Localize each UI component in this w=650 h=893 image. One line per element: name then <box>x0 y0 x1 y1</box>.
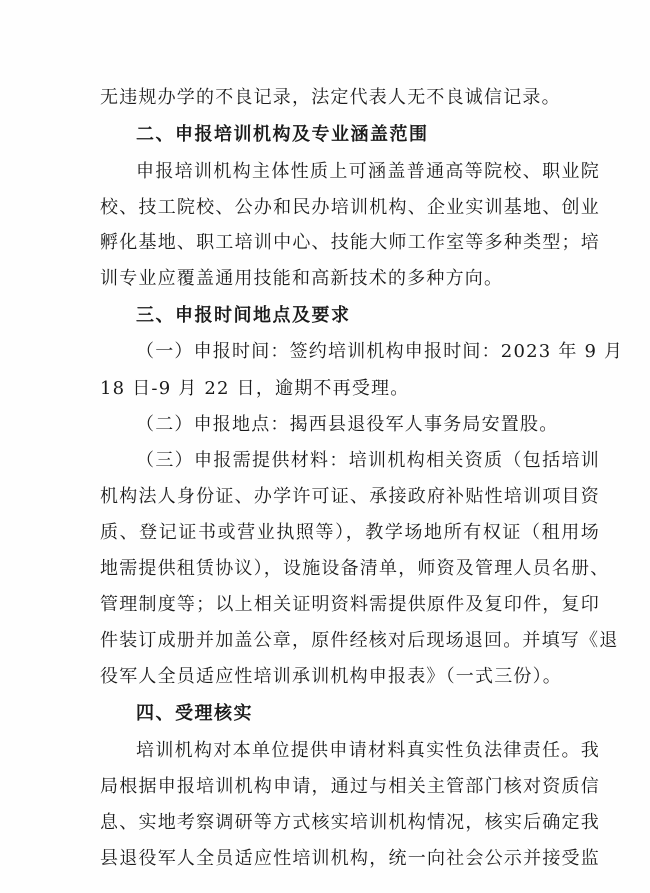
paragraph-line: （一）申报时间：签约培训机构申报时间：2023 年 9 月 <box>136 341 624 362</box>
paragraph-line: （三）申报需提供材料：培训机构相关资质（包括培训 <box>136 450 600 471</box>
section-heading-2: 二、申报培训机构及专业涵盖范围 <box>136 124 429 145</box>
paragraph-line: 孵化基地、职工培训中心、技能大师工作室等多种类型；培 <box>100 232 600 253</box>
paragraph-line: 培训机构对本单位提供申请材料真实性负法律责任。我 <box>136 740 600 761</box>
paragraph-line: 校、技工院校、公办和民办培训机构、企业实训基地、创业 <box>100 197 600 218</box>
paragraph-line: 无违规办学的不良记录，法定代表人无不良诚信记录。 <box>100 87 561 108</box>
paragraph-line: 管理制度等；以上相关证明资料需提供原件及复印件，复印 <box>100 594 600 615</box>
paragraph-line: 县退役军人全员适应性培训机构，统一向社会公示并接受监 <box>100 848 600 869</box>
paragraph-line: 件装订成册并加盖公章，原件经核对后现场退回。并填写《退 <box>100 630 619 651</box>
paragraph-line: 18 日-9 月 22 日，逾期不再受理。 <box>100 378 410 399</box>
paragraph-line: 质、登记证书或营业执照等），教学场地所有权证（租用场 <box>100 522 600 543</box>
paragraph-line: 局根据申报培训机构申请，通过与相关主管部门核对资质信 <box>100 776 600 797</box>
section-heading-3: 三、申报时间地点及要求 <box>136 305 351 326</box>
paragraph-line: 机构法人身份证、办学许可证、承接政府补贴性培训项目资 <box>100 486 600 507</box>
paragraph-line: （二）申报地点：揭西县退役军人事务局安置股。 <box>136 414 559 435</box>
paragraph-line: 训专业应覆盖通用技能和高新技术的多种方向。 <box>100 268 504 289</box>
paragraph-line: 息、实地考察调研等方式核实培训机构情况，核实后确定我 <box>100 812 600 833</box>
paragraph-line: 役军人全员适应性培训承训机构申报表》（一式三份）。 <box>100 666 562 687</box>
paragraph-line: 地需提供租赁协议），设施设备清单，师资及管理人员名册、 <box>100 558 610 579</box>
paragraph-line: 申报培训机构主体性质上可涵盖普通高等院校、职业院 <box>136 161 600 182</box>
section-heading-4: 四、受理核实 <box>136 703 253 724</box>
